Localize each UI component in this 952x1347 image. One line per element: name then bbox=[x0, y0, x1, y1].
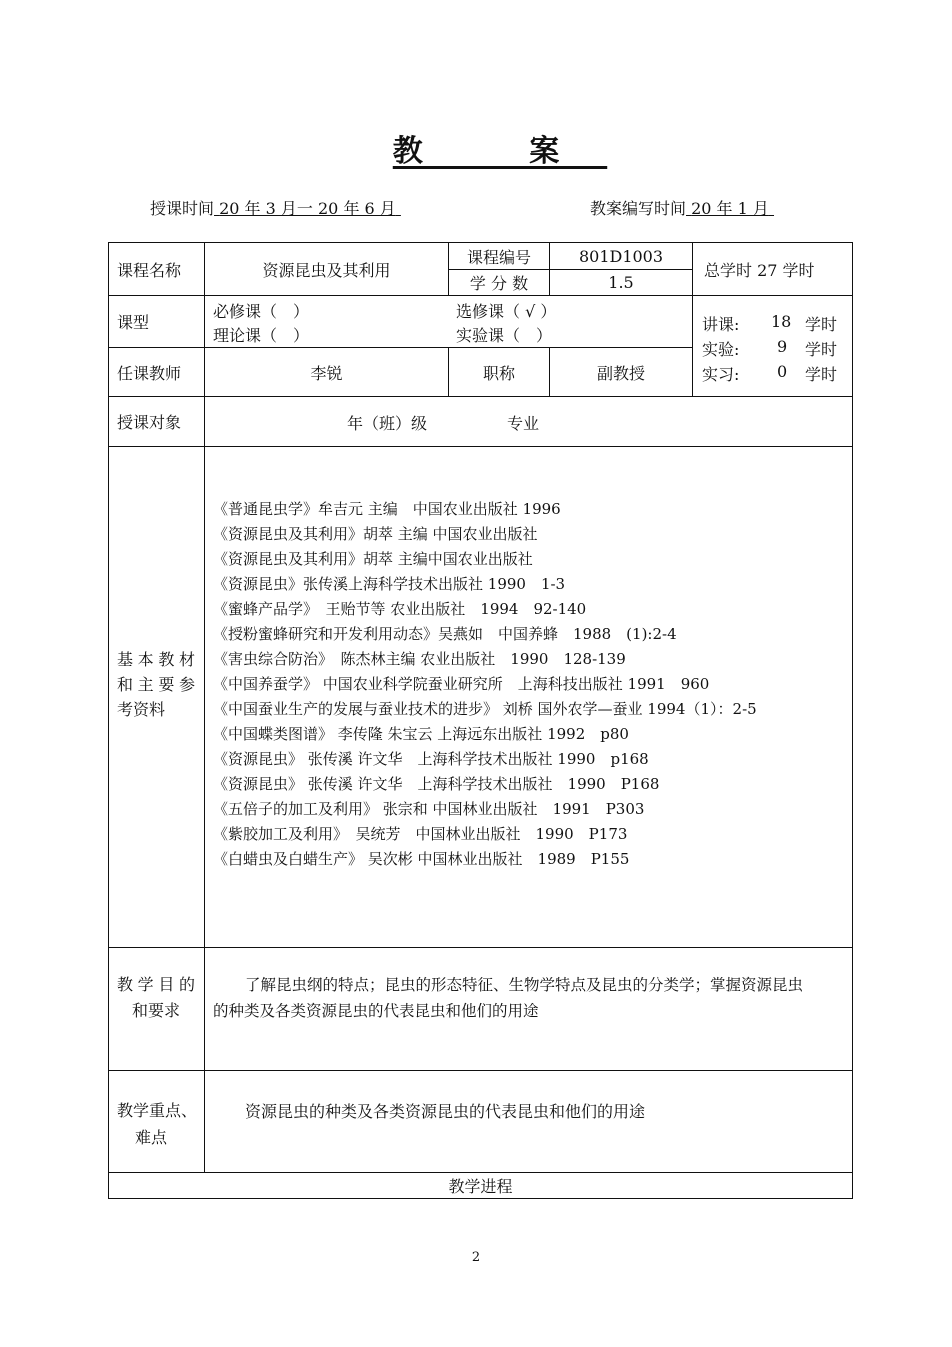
list-item: 《中国蚕业生产的发展与蚕业技术的进步》 刘桥 国外农学—蚕业 1994（1）：2-5 bbox=[213, 700, 757, 718]
lab-hours-unit: 学时 bbox=[805, 340, 838, 359]
references-label: 基本教材 和主要参 考资料 bbox=[108, 446, 205, 948]
title-label: 职称 bbox=[448, 347, 550, 397]
list-item: 《资源昆虫及其利用》胡萃 主编中国农业出版社 bbox=[213, 550, 533, 568]
practice-hours-value: 0 bbox=[777, 362, 788, 381]
course-type-label: 课型 bbox=[108, 295, 205, 348]
course-code-label: 课程编号 bbox=[448, 242, 550, 270]
list-item: 《资源昆虫》 张传溪 许文华 上海科学技术出版社 1990 p168 bbox=[213, 750, 649, 768]
list-item: 《紫胶加工及利用》 吴统芳 中国林业出版社 1990 P173 bbox=[213, 825, 628, 843]
list-item: 《授粉蜜蜂研究和开发利用动态》吴燕如 中国养蜂 1988 (1):2-4 bbox=[213, 625, 677, 643]
list-item: 《普通昆虫学》牟吉元 主编 中国农业出版社 1996 bbox=[213, 500, 561, 518]
practice-hours-unit: 学时 bbox=[805, 365, 838, 384]
focus-text: 资源昆虫的种类及各类资源昆虫的代表昆虫和他们的用途 bbox=[204, 1070, 853, 1173]
credit-value: 1.5 bbox=[549, 269, 693, 296]
practice-hours: 实习: bbox=[702, 365, 740, 384]
page-number: 2 bbox=[471, 1250, 481, 1265]
writing-time: 教案编写时间 20 年 1 月 bbox=[590, 199, 769, 218]
credit-label: 学 分 数 bbox=[448, 269, 550, 296]
references-list bbox=[213, 497, 757, 872]
list-item: 《中国蝶类图谱》 李传隆 朱宝云 上海远东出版社 1992 p80 bbox=[213, 725, 629, 743]
lecture-hours: 讲课: bbox=[702, 315, 740, 334]
target-label: 授课对象 bbox=[108, 396, 205, 447]
teaching-time: 授课时间 20 年 3 月一 20 年 6 月 bbox=[150, 199, 396, 218]
list-item: 《蜜蜂产品学》 王贻节等 农业出版社 1994 92-140 bbox=[213, 600, 587, 618]
required-option: 必修课（ ） bbox=[213, 302, 310, 321]
target-grade: 年（班）级 bbox=[347, 414, 428, 433]
course-code-value: 801D1003 bbox=[549, 242, 693, 270]
total-hours: 总学时 27 学时 bbox=[692, 242, 853, 296]
lab-option: 实验课（ ） bbox=[456, 326, 553, 345]
theory-option: 理论课（ ） bbox=[213, 326, 310, 345]
teacher-label: 任课教师 bbox=[108, 347, 205, 397]
goals-text: 了解昆虫纲的特点；昆虫的形态特征、生物学特点及昆虫的分类学；掌握资源昆虫 的种类及各类资源昆虫的代表昆虫和他们的用途 bbox=[204, 947, 853, 1071]
title-value: 副教授 bbox=[549, 347, 693, 397]
list-item: 《资源昆虫》 张传溪 许文华 上海科学技术出版社 1990 P168 bbox=[213, 775, 660, 793]
list-item: 《白蜡虫及白蜡生产》 吴次彬 中国林业出版社 1989 P155 bbox=[213, 850, 630, 868]
list-item: 《害虫综合防治》 陈杰林主编 农业出版社 1990 128-139 bbox=[213, 650, 626, 668]
elective-option: 选修课（ √ ） bbox=[456, 302, 557, 321]
lecture-hours-unit: 学时 bbox=[805, 315, 838, 334]
list-item: 《中国养蚕学》 中国农业科学院蚕业研究所 上海科技出版社 1991 960 bbox=[213, 675, 710, 693]
target-value bbox=[204, 396, 853, 447]
teacher-name: 李锐 bbox=[204, 347, 449, 397]
focus-label: 教学重点、 难点 bbox=[108, 1070, 205, 1173]
lab-hours-value: 9 bbox=[777, 337, 788, 356]
goals-label: 教学目的 和要求 bbox=[108, 947, 205, 1071]
hours-breakdown bbox=[692, 295, 853, 397]
teaching-progress-header: 教学进程 bbox=[108, 1172, 853, 1199]
lecture-hours-value: 18 bbox=[771, 312, 792, 331]
course-type-options bbox=[204, 295, 693, 348]
lab-hours: 实验: bbox=[702, 340, 740, 359]
page-title: 教 案 bbox=[392, 134, 608, 169]
list-item: 《资源昆虫》张传溪上海科学技术出版社 1990 1-3 bbox=[213, 575, 566, 593]
list-item: 《资源昆虫及其利用》胡萃 主编 中国农业出版社 bbox=[213, 525, 538, 543]
course-name-value: 资源昆虫及其利用 bbox=[204, 242, 449, 296]
course-name-label: 课程名称 bbox=[108, 242, 205, 296]
list-item: 《五倍子的加工及利用》 张宗和 中国林业出版社 1991 P303 bbox=[213, 800, 645, 818]
target-major: 专业 bbox=[507, 414, 540, 433]
